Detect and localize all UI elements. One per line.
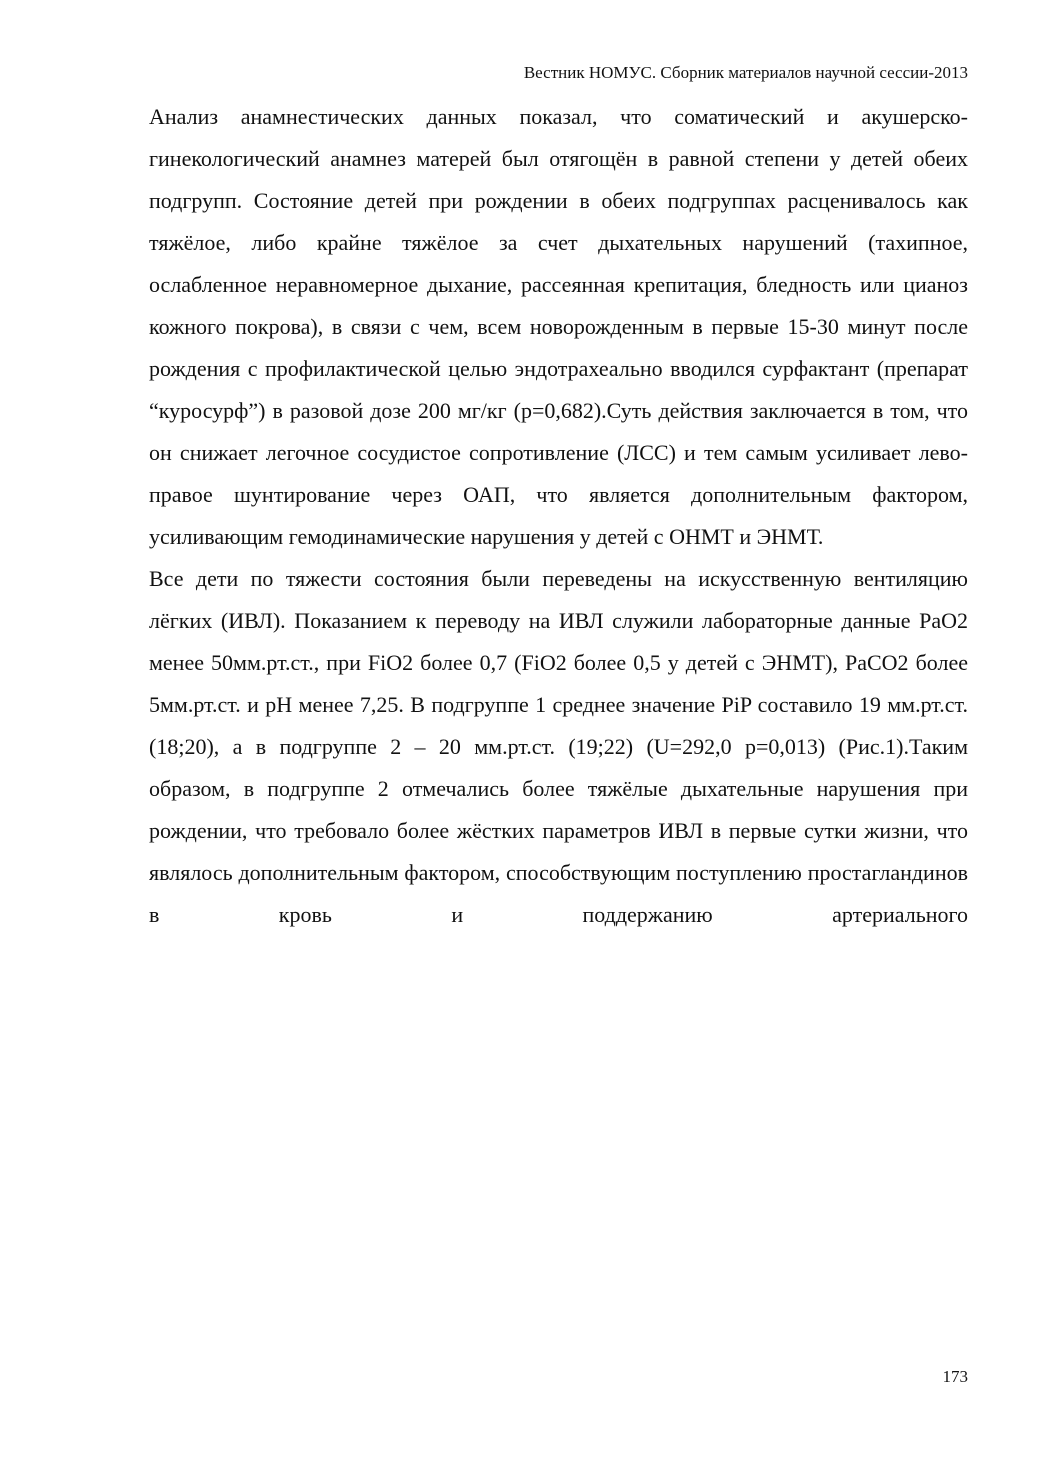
article-body	[149, 96, 968, 936]
page-number: 173	[942, 1367, 968, 1386]
paragraph-ventilation: Все дети по тяжести состояния были переведены на искусственную вентиляцию лёгких (ИВЛ). Показанием к переводу на ИВЛ служили лабораторные данные PaO2 менее 50мм.рт.ст., при FiO2 более 0,7 (FiO2 более 0,5 у детей с ЭНМТ), PaCO2 более 5мм.рт.ст. и pH менее 7,25. В подгруппе 1 среднее значение PiP составило 19 мм.рт.ст. (18;20), а в подгруппе 2 – 20 мм.рт.ст. (19;22) (U=292,0 p=0,013) (Рис.1).Таким образом, в подгруппе 2 отмечались более тяжёлые дыхательные нарушения при рождении, что требовало более жёстких параметров ИВЛ в первые сутки жизни, что являлось дополнительным фактором, способствующим поступлению простагландинов в кровь и поддержанию артериального	[149, 566, 968, 927]
running-header: Вестник НОМУС. Сборник материалов научной сессии-2013	[523, 63, 968, 82]
paragraph-anamnesis: Анализ анамнестических данных показал, что соматический и акушерско-гинекологический анамнез матерей был отягощён в равной степени у детей обеих подгрупп. Состояние детей при рождении в обеих подгруппах расценивалось как тяжёлое, либо крайне тяжёлое за счет дыхательных нарушений (тахипное, ослабленное неравномерное дыхание, рассеянная крепитация, бледность или цианоз кожного покрова), в связи с чем, всем новорожденным в первые 15-30 минут после рождения с профилактической целью эндотрахеально вводился сурфактант (препарат “куросурф”) в разовой дозе 200 мг/кг (p=0,682).Суть действия заключается в том, что он снижает легочное сосудистое сопротивление (ЛСС) и тем самым усиливает лево-правое шунтирование через ОАП, что является дополнительным фактором, усиливающим гемодинамические нарушения у детей с ОНМТ и ЭНМТ.	[149, 104, 968, 549]
